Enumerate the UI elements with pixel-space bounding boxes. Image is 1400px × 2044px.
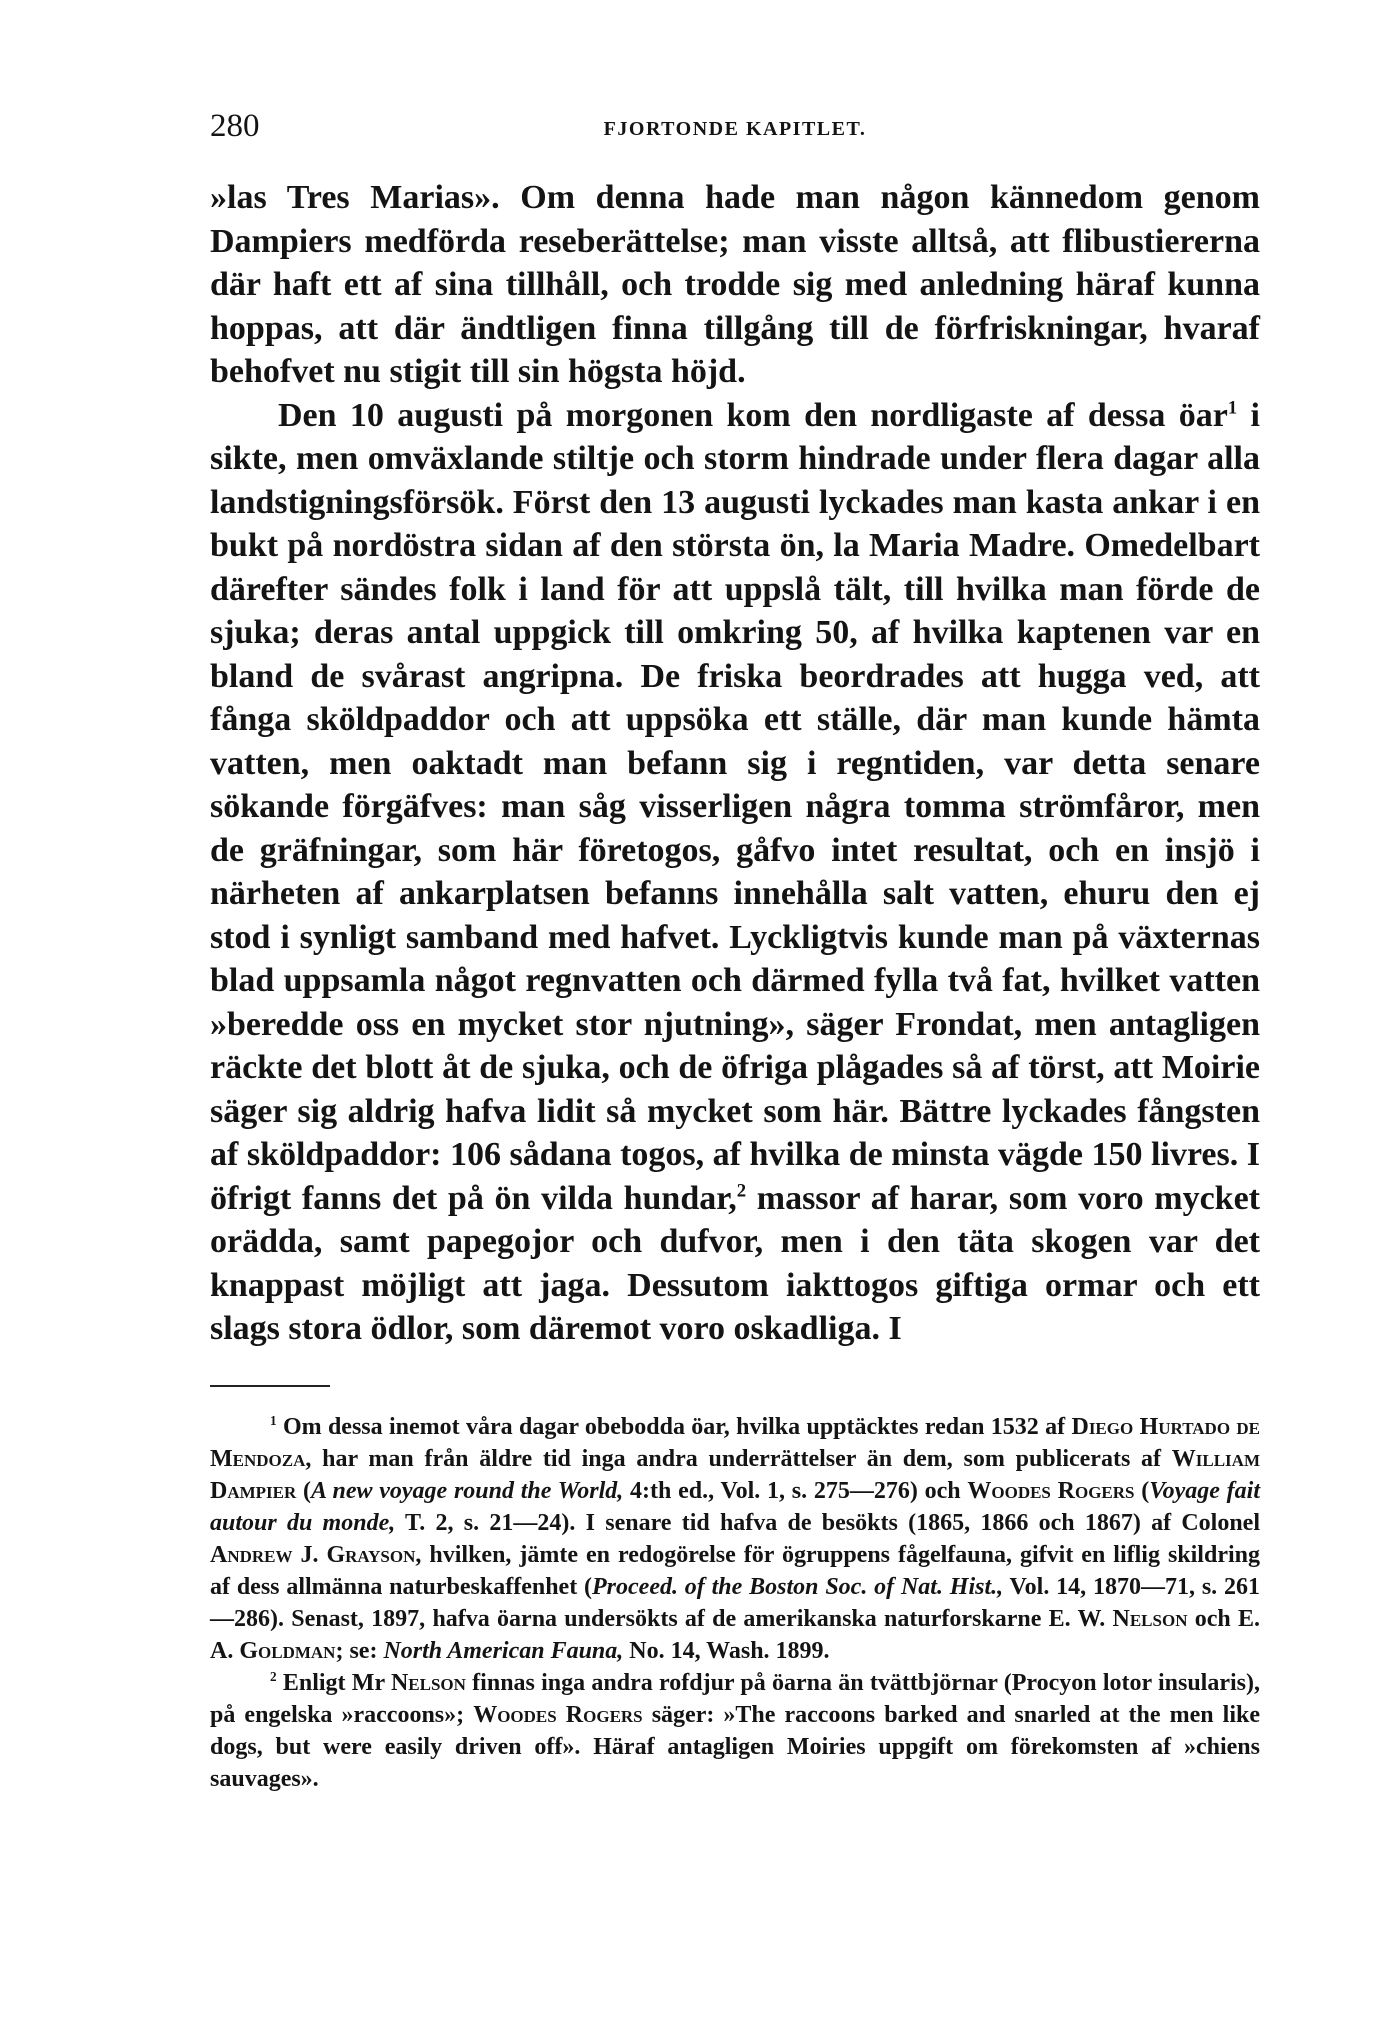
- footnote-1-text: No. 14, Wash. 1899.: [623, 1637, 830, 1664]
- footnote-1-text: T. 2, s. 21—24). I senare tid hafva de besökts (1865, 1866 och 1867) af Colonel: [395, 1509, 1261, 1536]
- work-title: Voyage fait autour du monde,: [210, 1477, 1260, 1536]
- footnote-mark-1: 1: [270, 1412, 277, 1428]
- footnote-mark-2: 2: [270, 1668, 277, 1684]
- author-name: Woodes Rogers: [967, 1477, 1135, 1504]
- footnote-1-text: (: [296, 1477, 312, 1504]
- footnote-1-text: och E. A.: [210, 1605, 1260, 1664]
- author-name: William Dampier: [210, 1445, 1260, 1504]
- footnote-2-text: finnas inga andra rofdjur på öarna än tvättbjörnar (Procyon lotor insularis), på engelska »raccoons»;: [210, 1669, 1260, 1728]
- page-number: 280: [210, 108, 260, 144]
- book-page: [210, 100, 1260, 1795]
- footnote-divider: [210, 1385, 330, 1387]
- paragraph-2-part-b: i sikte, men omväxlande stiltje och storm hindrade under flera dagar alla landstigningsförsök. Först den 13 augusti lyckades man kasta ankar i en bukt på nordöstra sidan af den största ön, la Maria Madre. Omedelbart därefter sändes folk i land för att uppslå tält, till hvilka man förde de sjuka; deras antal uppgick till omkring 50, af hvilka kaptenen var en bland de svårast angripna. De friska beordrades att hugga ved, att fånga sköldpaddor och att uppsöka ett ställe, där man kunde hämta vatten, men oaktadt man befann sig i regntiden, var detta senare sökande förgäfves: man såg visserligen några tomma strömfåror, men de gräfningar, som här företogos, gåfvo intet resultat, och en insjö i närheten af ankarplatsen befanns innehålla salt vatten, ehuru den ej stod i synligt samband med hafvet. Lyckligtvis kunde man på växternas blad uppsamla något regnvatten och därmed fylla två fat, hvilket vatten »beredde oss en mycket stor njutning», säger Frondat, men antagligen räckte det blott åt de sjuka, och de öfriga plågades så af törst, att Moirie säger sig aldrig hafva lidit så mycket som här. Bättre lyckades fångsten af sköldpaddor: 106 sådana togos, af hvilka de minsta vägde 150 livres. I öfrigt fanns det på ön vilda hundar,: [210, 396, 1260, 1217]
- footnote-1-text: Om dessa inemot våra dagar obebodda öar, hvilka upptäcktes redan 1532 af: [276, 1413, 1072, 1440]
- footnote-2-text: Enligt Mr: [276, 1669, 391, 1696]
- footnote-ref-1[interactable]: 1: [1227, 397, 1238, 419]
- footnote-1-text: , har man från äldre tid inga andra underrättelser än dem, som publicerats af: [305, 1445, 1172, 1472]
- footnote-1-text: ; se:: [335, 1637, 384, 1664]
- chapter-title: FJORTONDE KAPITLET.: [603, 118, 867, 140]
- footnote-1-text: Vol. 14, 1870—71, s. 261—286). Senast, 1897, hafva öarna undersökts af de amerikanska naturforskarne E. W.: [210, 1573, 1260, 1632]
- work-title: A new voyage round the World,: [311, 1477, 624, 1504]
- running-head: [210, 100, 1260, 150]
- footnote-ref-2[interactable]: 2: [736, 1180, 747, 1202]
- work-title: North American Fauna,: [383, 1637, 624, 1664]
- paragraph-2-part-c: massor af harar, som voro mycket orädda, samt papegojor och dufvor, men i den täta skogen var det knappast möjligt att jaga. Dessutom iakttogos giftiga ormar och ett slags stora ödlor, som däremot voro oskadliga. I: [210, 1179, 1260, 1347]
- paragraph-1: »las Tres Marias». Om denna hade man någon kännedom genom Dampiers medförda reseberättelse; man visste alltså, att flibustiererna där haft ett af sina tillhåll, och trodde sig med anledning häraf kunna hoppas, att där ändtligen finna tillgång till de förfriskningar, hvaraf behofvet nu stigit till sin högsta höjd.: [210, 179, 1260, 390]
- footnote-1-text: 4:th ed., Vol. 1, s. 275—276) och: [623, 1477, 968, 1504]
- footnote-1-text: , hvilken, jämte en redogörelse för ögruppens fågelfauna, gifvit en liflig skildring af dess allmänna naturbeskaffenhet (: [210, 1541, 1260, 1600]
- author-name: Nelson: [1112, 1605, 1188, 1632]
- footnote-2: [210, 1667, 1260, 1795]
- author-name: Andrew J. Grayson: [210, 1541, 416, 1568]
- author-name: Goldman: [239, 1637, 336, 1664]
- work-title: Proceed. of the Boston Soc. of Nat. Hist.,: [592, 1573, 1004, 1600]
- footnote-2-text: säger: »The raccoons barked and snarled at the men like dogs, but were easily driven off». Häraf antagligen Moiries uppgift om förekomsten af »chiens sauvages».: [210, 1701, 1260, 1792]
- footnote-1-text: (: [1134, 1477, 1150, 1504]
- main-text: [210, 176, 1260, 1351]
- paragraph-2-part-a: Den 10 augusti på morgonen kom den nordligaste af dessa öar: [278, 396, 1228, 434]
- author-name: Diego Hurtado de Mendoza: [210, 1413, 1261, 1472]
- paragraph-2: [210, 394, 1260, 1351]
- author-name: Nelson: [390, 1669, 466, 1696]
- author-name: Woodes Rogers: [473, 1701, 643, 1728]
- footnote-1: [210, 1411, 1260, 1667]
- footnotes: [210, 1411, 1260, 1795]
